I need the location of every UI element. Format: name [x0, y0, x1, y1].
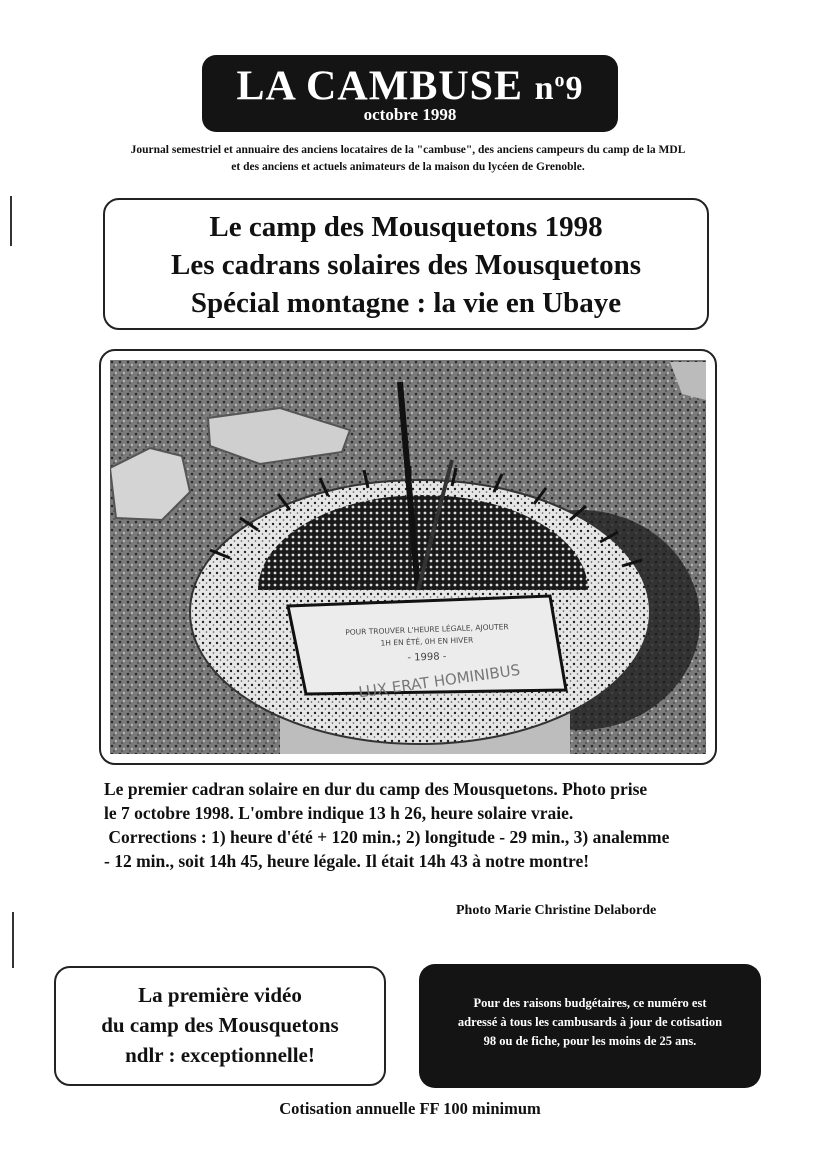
issue-prefix: n — [534, 70, 555, 108]
video-line: ndlr : exceptionnelle! — [125, 1043, 315, 1067]
cotisation-note: Cotisation annuelle FF 100 minimum — [279, 1099, 541, 1118]
issue-label — [535, 70, 584, 107]
sundial-photo — [110, 360, 706, 754]
plaque-text: 1H EN ÉTÉ, 0H EN HIVER — [380, 635, 474, 648]
scan-mark-top — [10, 196, 12, 246]
video-announcement-box — [54, 966, 386, 1086]
photo-credit: Photo Marie Christine Delaborde — [456, 903, 657, 918]
photo-frame — [99, 349, 717, 765]
caption-line: le 7 octobre 1998. L'ombre indique 13 h 26, heure solaire vraie. — [104, 803, 574, 823]
journal-name: LA CAMBUSE — [236, 63, 524, 110]
photo-caption — [104, 777, 724, 873]
sundial-illustration — [110, 360, 706, 754]
headline-box — [103, 198, 709, 330]
caption-line: Le premier cadran solaire en dur du camp des Mousquetons. Photo prise — [104, 779, 648, 799]
issue-date: octobre 1998 — [363, 105, 457, 124]
headline: Le camp des Mousquetons 1998 — [209, 211, 603, 243]
caption-line: - 12 min., soit 14h 45, heure légale. Il était 14h 43 à notre montre! — [104, 851, 590, 871]
budget-line: 98 ou de fiche, pour les moins de 25 ans. — [483, 1034, 697, 1048]
plaque-text: POUR TROUVER L'HEURE LÉGALE, AJOUTER — [345, 622, 509, 637]
budget-line: adressé à tous les cambusards à jour de cotisation — [457, 1015, 723, 1029]
caption-line: Corrections : 1) heure d'été + 120 min.; 2) longitude - 29 min., 3) analemme — [104, 827, 670, 847]
journal-subtitle — [40, 142, 776, 176]
subtitle-line: Journal semestriel et annuaire des anciens locataires de la "cambuse", des anciens campeurs du camp de la MDL — [130, 144, 686, 156]
scan-mark-bottom — [12, 912, 14, 968]
issue-sup: o — [554, 70, 566, 92]
plaque-motto: LUX ERAT HOMINIBUS — [357, 660, 522, 702]
plaque-year: - 1998 - — [407, 651, 447, 664]
issue-number: 9 — [565, 70, 584, 108]
headline: Spécial montagne : la vie en Ubaye — [190, 287, 622, 319]
budget-notice-box — [419, 964, 761, 1088]
masthead — [202, 55, 618, 132]
subtitle-line: et des anciens et actuels animateurs de la maison du lycéen de Grenoble. — [231, 161, 585, 173]
budget-line: Pour des raisons budgétaires, ce numéro est — [473, 996, 707, 1010]
headline: Les cadrans solaires des Mousquetons — [171, 249, 641, 281]
video-line: du camp des Mousquetons — [101, 1013, 339, 1037]
video-line: La première vidéo — [138, 983, 302, 1007]
